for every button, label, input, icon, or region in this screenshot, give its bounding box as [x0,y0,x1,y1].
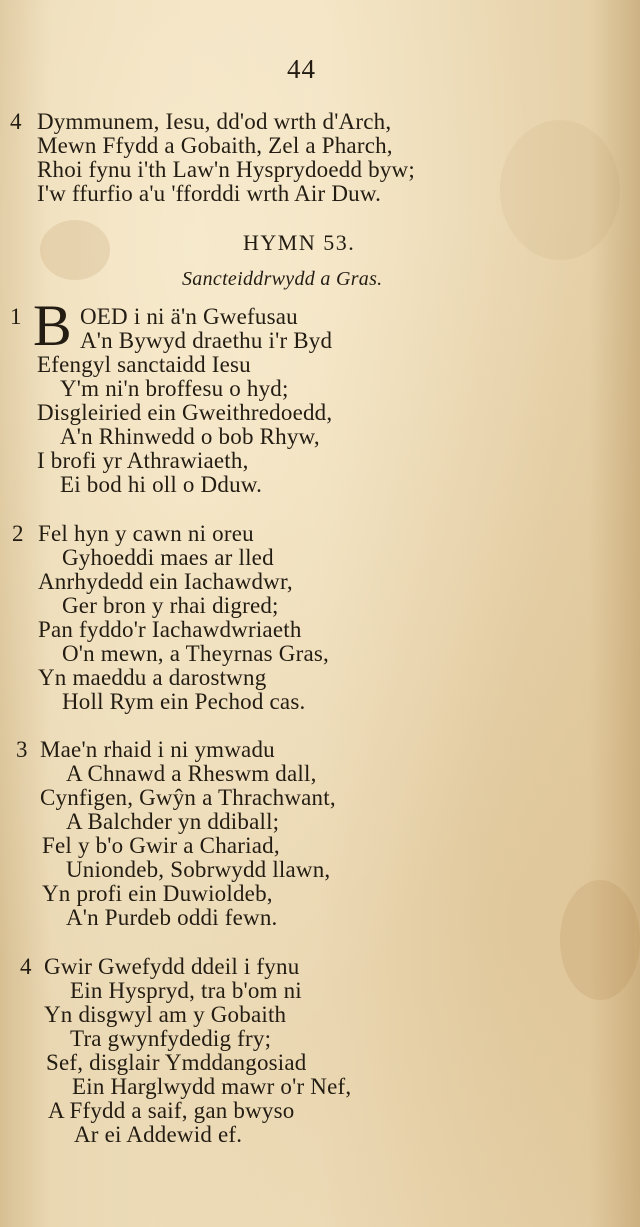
verse-line: Efengyl sanctaidd Iesu [37,352,251,377]
verse-line: Y'm ni'n broffesu o hyd; [60,376,289,401]
hymn-subtitle: Sancteiddrwydd a Gras. [182,268,383,290]
verse-line: O'n mewn, a Theyrnas Gras, [62,641,329,666]
verse-line: A'n Rhinwedd o bob Rhyw, [60,424,320,449]
drop-cap: B [33,293,72,358]
verse-line: Gyhoeddi maes ar lled [62,545,274,570]
verse-line: Mae'n rhaid i ni ymwadu [40,737,275,762]
verse-line: Ein Hyspryd, tra b'om ni [70,978,302,1003]
verse-line: Disgleiried ein Gweithredoedd, [37,400,333,425]
verse-line: Sef, disglair Ymddangosiad [46,1050,307,1075]
verse-line: Yn maeddu a darostwng [38,665,267,690]
verse-line: Holl Rym ein Pechod cas. [62,689,306,714]
verse-line: Gwir Gwefydd ddeil i fynu [44,954,300,979]
verse-line: I'w ffurfio a'u 'fforddi wrth Air Duw. [37,181,382,206]
verse-line: A Chnawd a Rheswm dall, [66,761,317,786]
paper-stain [40,220,110,280]
verse-line: Tra gwynfydedig fry; [70,1026,272,1051]
verse-line: Ein Harglwydd mawr o'r Nef, [72,1074,352,1099]
stanza-number: 4 [10,109,22,134]
verse-line: Mewn Ffydd a Gobaith, Zel a Pharch, [37,133,393,158]
verse-line: Ar ei Addewid ef. [74,1122,243,1147]
verse-line: Ei bod hi oll o Dduw. [60,472,263,497]
verse-line: Uniondeb, Sobrwydd llawn, [66,857,331,882]
verse-line: Fel hyn y cawn ni oreu [38,521,254,546]
stanza-number: 4 [20,954,32,979]
verse-line: A'n Bywyd draethu i'r Byd [80,328,333,353]
verse-line: Pan fyddo'r Iachawdwriaeth [38,617,302,642]
verse-line: Cynfigen, Gwŷn a Thrachwant, [40,785,336,810]
verse-line: A Balchder yn ddiball; [66,809,280,834]
verse-line: Anrhydedd ein Iachawdwr, [38,569,293,594]
verse-line: I brofi yr Athrawiaeth, [37,448,249,473]
verse-line: Ger bron y rhai digred; [62,593,279,618]
verse-line: A Ffydd a saif, gan bwyso [48,1098,295,1123]
verse-line: Yn profi ein Duwioldeb, [42,881,273,906]
verse-line: Yn disgwyl am y Gobaith [44,1002,287,1027]
verse-line: Dymmunem, Iesu, dd'od wrth d'Arch, [37,109,392,134]
stanza-number: 1 [10,304,22,329]
verse-line: Rhoi fynu i'th Law'n Hysprydoedd byw; [37,157,415,182]
stanza-number: 2 [12,521,24,546]
hymn-title: HYMN 53. [243,230,356,255]
page-number: 44 [287,54,316,84]
verse-line: OED i ni ä'n Gwefusau [80,304,298,329]
paper-stain [500,120,620,260]
stanza-number: 3 [16,737,28,762]
verse-line: A'n Purdeb oddi fewn. [66,905,278,930]
paper-stain [560,880,640,1000]
verse-line: Fel y b'o Gwir a Chariad, [42,833,280,858]
